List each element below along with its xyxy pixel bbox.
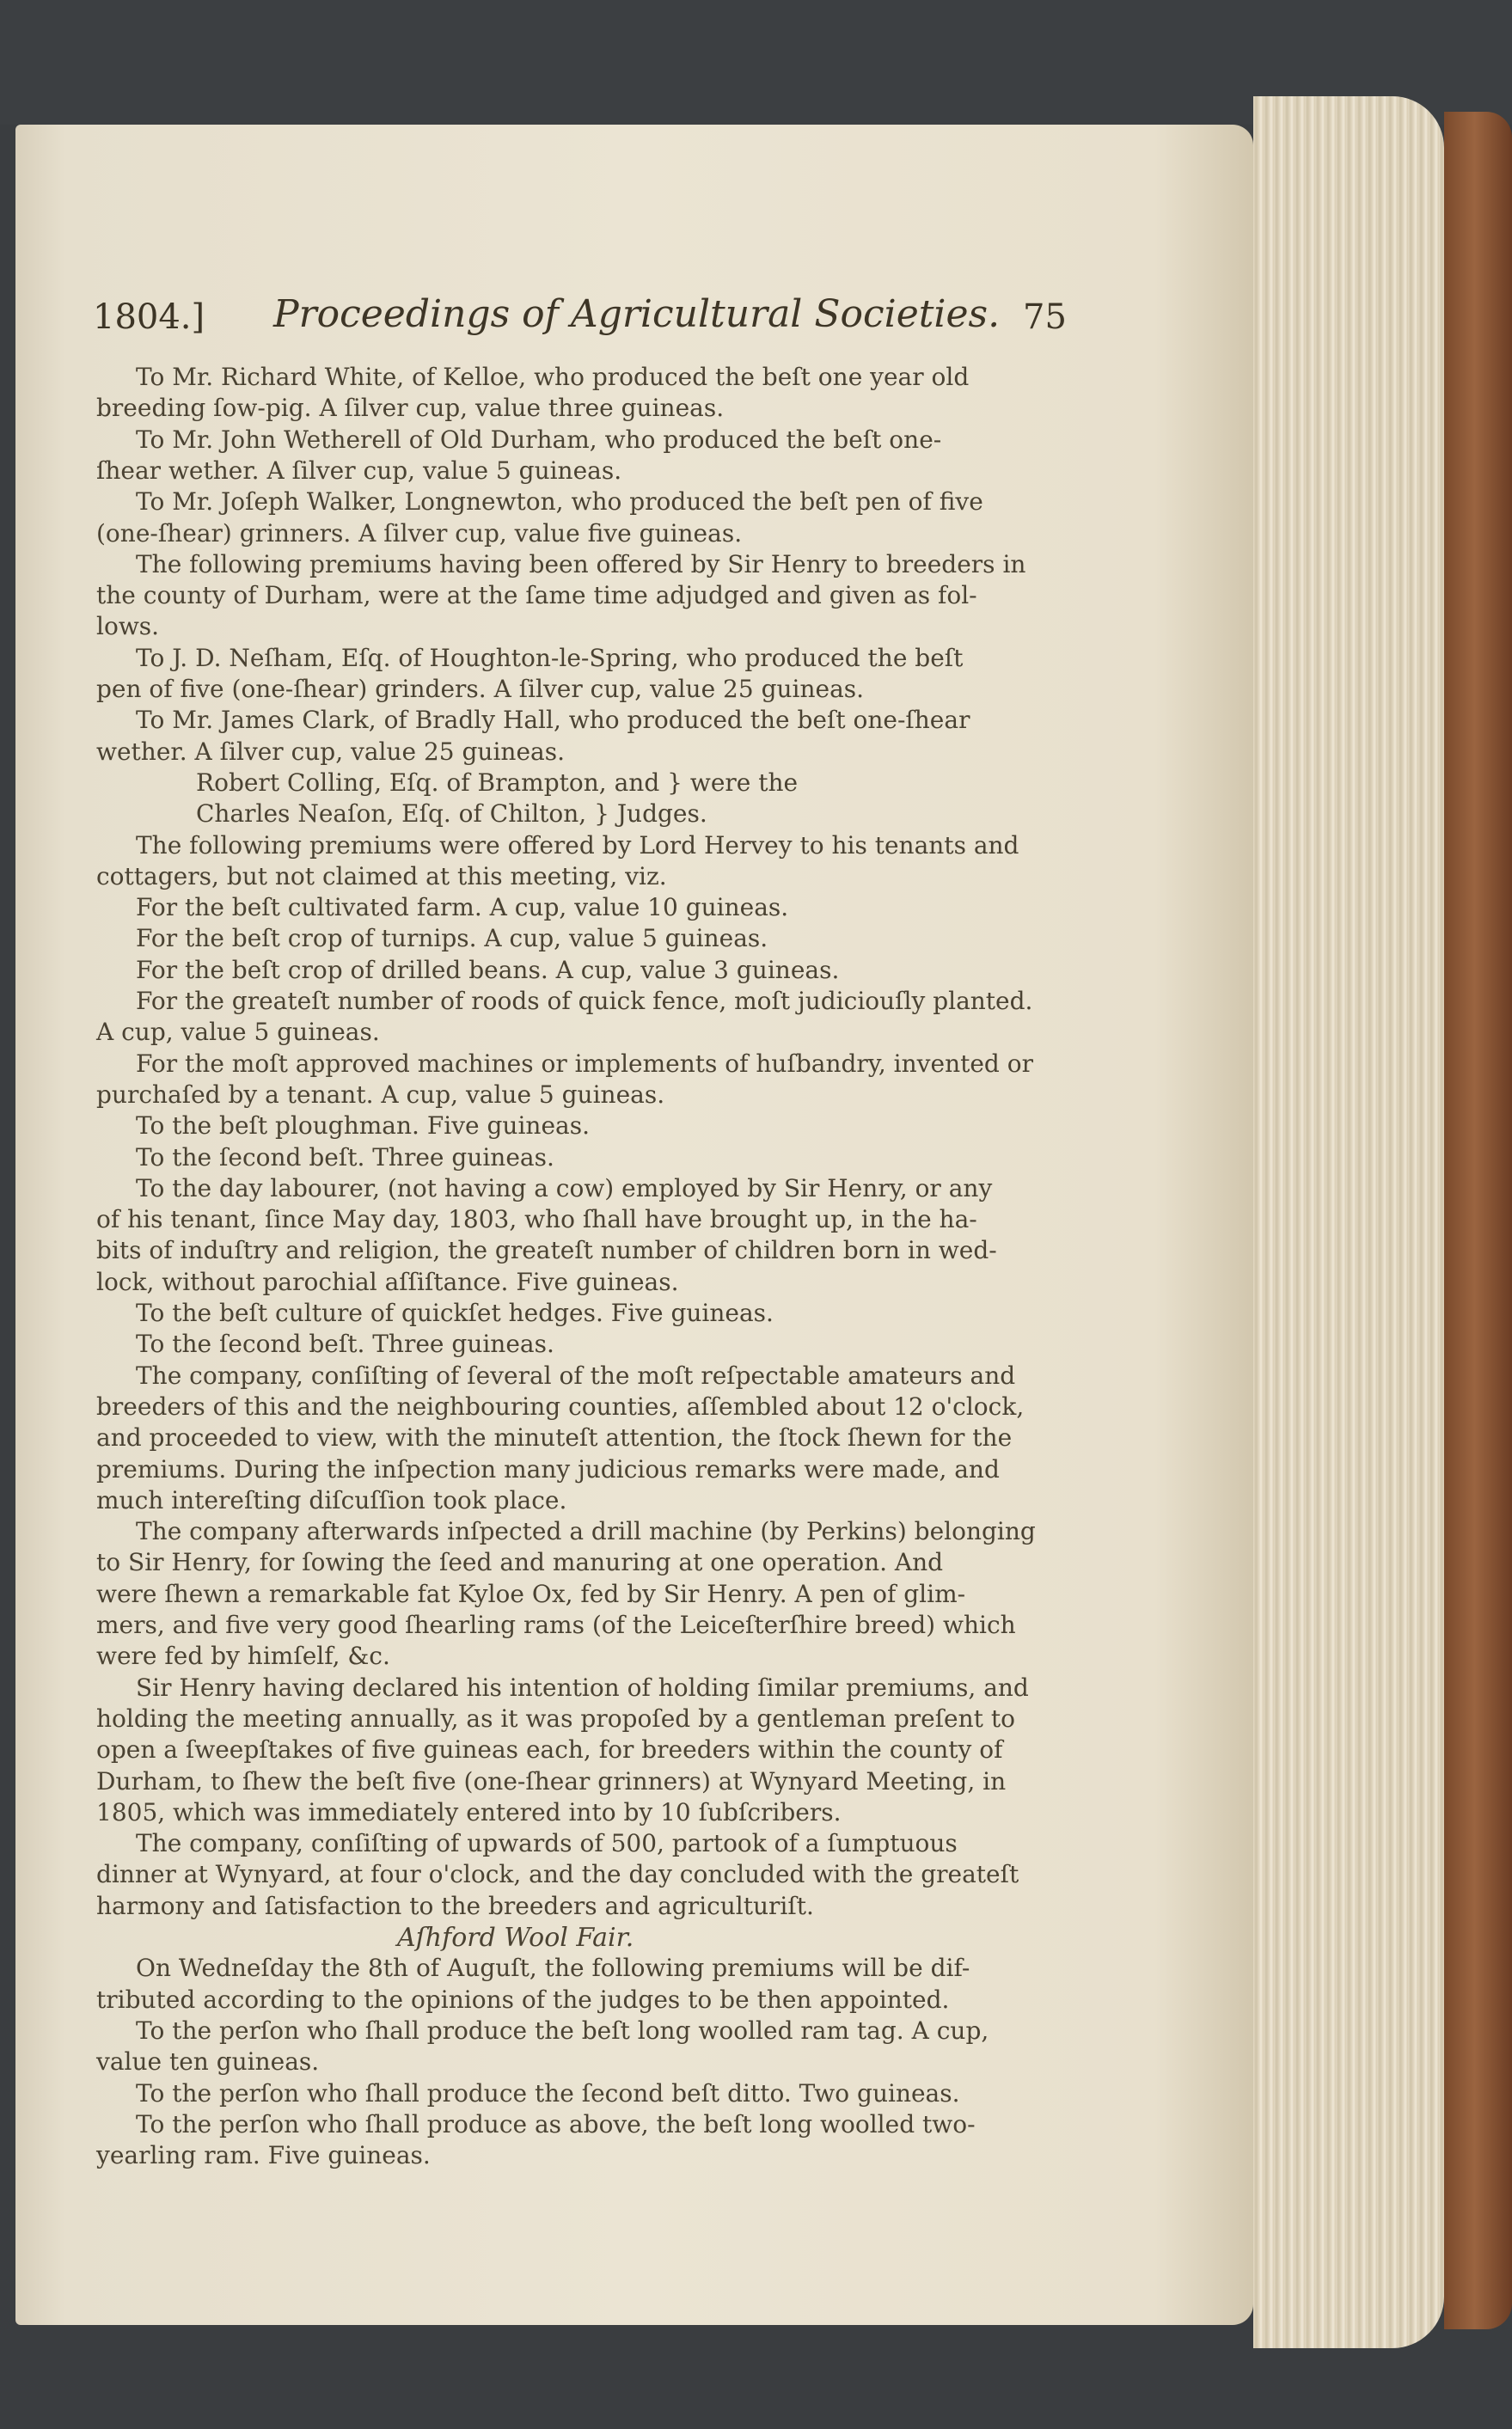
text-line: tributed according to the opinions of the judges to be then appointed. <box>96 1985 950 2014</box>
text-line: Durham, to ſhew the beſt five (one-ſhear grinners) at Wynyard Meeting, in <box>96 1766 1007 1796</box>
text-line: purchaſed by a tenant. A cup, value 5 guineas. <box>96 1080 665 1109</box>
text-line: and proceeded to view, with the minuteſt attention, the ſtock ſhewn for the <box>96 1423 1013 1453</box>
text-line: breeding ſow-pig. A ſilver cup, value three guineas. <box>96 394 725 423</box>
text-line: Robert Colling, Eſq. of Brampton, and } were the <box>196 768 799 797</box>
text-line: yearling ram. Five guineas. <box>96 2141 431 2170</box>
text-line: To the ſecond beſt. Three guineas. <box>136 1330 554 1359</box>
text-line: dinner at Wynyard, at four o'clock, and the day concluded with the greateſt <box>96 1860 1019 1889</box>
text-line: The following premiums having been offered by Sir Henry to breeders in <box>136 549 1026 578</box>
text-line: (one-ſhear) grinners. A ſilver cup, value five guineas. <box>96 518 743 548</box>
text-line: wether. A ſilver cup, value 25 guineas. <box>96 737 565 766</box>
text-line: To the beſt culture of quickſet hedges. Five guineas. <box>136 1299 774 1327</box>
text-line: To the day labourer, (not having a cow) employed by Sir Henry, or any <box>136 1173 993 1202</box>
text-line: pen of five (one-ſhear) grinders. A ſilver cup, value 25 guineas. <box>96 675 865 703</box>
text-line: cottagers, but not claimed at this meeting, viz. <box>96 861 667 890</box>
text-line: To the ſecond beſt. Three guineas. <box>136 1142 554 1172</box>
text-line: For the greateſt number of roods of quick fence, moſt judiciouſly planted. <box>136 987 1033 1015</box>
text-line: mers, and five very good ſhearling rams (of the Leiceſterſhire breed) which <box>96 1611 1016 1639</box>
text-line: For the beſt crop of drilled beans. A cup, value 3 guineas. <box>136 955 840 984</box>
header-title: Proceedings of Agricultural Societies. <box>273 292 1001 336</box>
text-line: value ten guineas. <box>96 2047 320 2077</box>
text-line: The company, conſiſting of upwards of 500, partook of a ſumptuous <box>136 1829 958 1858</box>
text-line: the county of Durham, were at the ſame time adjudged and given as fol- <box>96 581 977 610</box>
page-number: 75 <box>1023 297 1067 337</box>
text-line: of his tenant, ſince May day, 1803, who ſhall have brought up, in the ha- <box>96 1205 977 1234</box>
text-line: To Mr. Joſeph Walker, Longnewton, who produced the beſt pen of five <box>136 487 983 517</box>
header-year: 1804.] <box>93 297 205 337</box>
text-line: ſhear wether. A ſilver cup, value 5 guineas. <box>96 456 622 485</box>
text-line: breeders of this and the neighbouring counties, aſſembled about 12 o'clock, <box>96 1392 1025 1421</box>
text-line: holding the meeting annually, as it was propoſed by a gentleman preſent to <box>96 1704 1015 1733</box>
text-line: premiums. During the inſpection many judicious remarks were made, and <box>96 1454 1000 1484</box>
text-line: lock, without parochial aſſiſtance. Five guineas. <box>96 1267 679 1296</box>
text-line: To Mr. John Wetherell of Old Durham, who produced the beſt one- <box>136 425 942 454</box>
text-line: 1805, which was immediately entered into by 10 ſubſcribers. <box>96 1797 842 1826</box>
text-line: bits of induſtry and religion, the greateſt number of children born in wed- <box>96 1236 997 1265</box>
text-line: were fed by himſelf, &c. <box>96 1642 390 1671</box>
text-line: to Sir Henry, for ſowing the ſeed and manuring at one operation. And <box>96 1548 944 1577</box>
text-line: Charles Neaſon, Eſq. of Chilton, } Judges. <box>196 799 707 829</box>
text-line: To the beſt ploughman. Five guineas. <box>136 1111 590 1141</box>
text-line: To Mr. Richard White, of Kelloe, who produced the beſt one year old <box>136 363 970 391</box>
text-line: were ſhewn a remarkable fat Kyloe Ox, fed by Sir Henry. A pen of glim- <box>96 1579 966 1608</box>
book-cover-edge <box>1444 112 1512 2329</box>
text-line: To the perſon who ſhall produce the ſecond beſt ditto. Two guineas. <box>136 2078 960 2108</box>
text-line: To the perſon who ſhall produce as above, the beſt long woolled two- <box>136 2109 976 2138</box>
text-line: To the perſon who ſhall produce the beſt long woolled ram tag. A cup, <box>136 2016 989 2045</box>
text-line: To J. D. Neſham, Eſq. of Houghton-le-Spring, who produced the beſt <box>136 643 964 672</box>
text-line: open a ſweepſtakes of five guineas each, for breeders within the county of <box>96 1735 1003 1765</box>
text-line: harmony and ſatisfaction to the breeders and agriculturiſt. <box>96 1891 814 1920</box>
text-line: For the moſt approved machines or implements of huſbandry, invented or <box>136 1049 1033 1078</box>
page-stack-edge <box>1253 96 1444 2348</box>
text-line: Sir Henry having declared his intention of holding ſimilar premiums, and <box>136 1673 1029 1702</box>
text-line: To Mr. James Clark, of Bradly Hall, who produced the beſt one-ſhear <box>136 706 970 735</box>
text-line: The company afterwards inſpected a drill machine (by Perkins) belonging <box>136 1517 1036 1546</box>
text-line: For the beſt cultivated farm. A cup, value 10 guineas. <box>136 893 789 922</box>
text-line: On Wedneſday the 8th of Auguſt, the following premiums will be dif- <box>136 1954 970 1983</box>
text-line: For the beſt crop of turnips. A cup, value 5 guineas. <box>136 924 768 953</box>
text-line: The following premiums were offered by Lord Hervey to his tenants and <box>136 830 1019 860</box>
text-line: A cup, value 5 guineas. <box>96 1018 380 1047</box>
section-heading: Aſhford Wool Fair. <box>397 1923 634 1953</box>
text-line: much intereſting diſcuſſion took place. <box>96 1485 567 1514</box>
text-line: The company, conſiſting of ſeveral of the moſt reſpectable amateurs and <box>136 1361 1016 1390</box>
text-line: lows. <box>96 612 160 641</box>
